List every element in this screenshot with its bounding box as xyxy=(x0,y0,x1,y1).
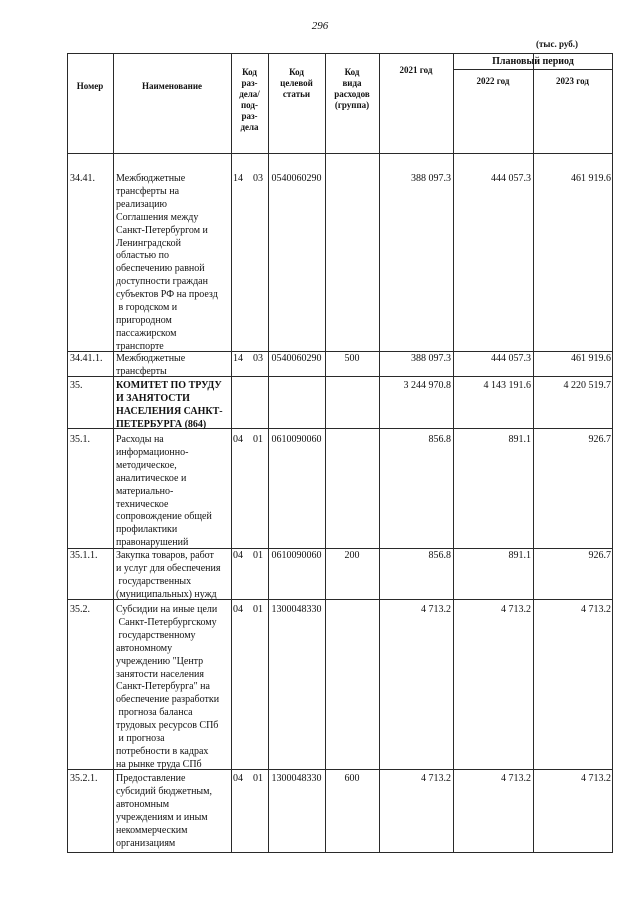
row-amount-2023: 4 220 519.7 xyxy=(563,380,611,391)
header-target: Код целевой статьи xyxy=(280,67,313,99)
row-rule xyxy=(67,852,613,853)
row-amount-2022: 444 057.3 xyxy=(491,173,531,184)
row-subsection: 01 xyxy=(253,434,263,445)
row-expense-kind: 500 xyxy=(344,353,360,364)
row-name: КОМИТЕТ ПО ТРУДУ И ЗАНЯТОСТИ НАСЕЛЕНИЯ САНКТ- ПЕТЕРБУРГА (864) xyxy=(116,380,223,430)
row-expense-kind: 600 xyxy=(344,773,360,784)
row-subsection: 03 xyxy=(253,173,263,184)
row-amount-2023: 461 919.6 xyxy=(571,173,611,184)
row-subsection: 01 xyxy=(253,604,263,615)
row-amount-2022: 444 057.3 xyxy=(491,353,531,364)
row-subsection: 01 xyxy=(253,550,263,561)
column-rule xyxy=(325,53,326,853)
row-name: Расходы на информационно- методическое, аналитическое и материально- техническое сопровождение общей профилактики правонарушений xyxy=(116,434,212,549)
row-expense-kind: 200 xyxy=(344,550,360,561)
row-section: 14 xyxy=(233,173,243,184)
header-expense-kind: Код вида расходов (группа) xyxy=(334,67,370,110)
row-name: Межбюджетные трансферты на реализацию Соглашения между Санкт-Петербургом и Ленинградской областью по обеспечению равной доступности граждан субъектов РФ на проезд в городском и пригородном пассажирском транспорте xyxy=(116,173,218,352)
row-number: 35.2.1. xyxy=(70,773,98,784)
row-amount-2021: 3 244 970.8 xyxy=(403,380,451,391)
row-number: 35.1.1. xyxy=(70,550,98,561)
row-number: 35.2. xyxy=(70,604,90,615)
row-subsection: 03 xyxy=(253,353,263,364)
row-amount-2021: 388 097.3 xyxy=(411,353,451,364)
row-target: 0540060290 xyxy=(271,353,322,364)
row-section: 14 xyxy=(233,353,243,364)
budget-table xyxy=(67,53,613,853)
row-name: Закупка товаров, работ и услуг для обеспечения государственных (муниципальных) нужд xyxy=(116,550,221,600)
row-number: 34.41. xyxy=(70,173,95,184)
header-year-2022: 2022 год xyxy=(476,76,510,86)
header-section: Код раз- дела/ под- раз- дела xyxy=(239,67,260,132)
header-planning-period: Плановый период xyxy=(492,56,574,67)
row-target: 0540060290 xyxy=(271,173,322,184)
row-section: 04 xyxy=(233,434,243,445)
row-rule xyxy=(67,153,613,154)
row-target: 1300048330 xyxy=(271,773,322,784)
planning-period-rule xyxy=(453,69,613,70)
page-number: 296 xyxy=(311,20,329,32)
header-number: Номер xyxy=(76,81,104,91)
units-label: (тыс. руб.) xyxy=(536,39,578,49)
row-amount-2021: 4 713.2 xyxy=(421,773,451,784)
column-rule xyxy=(612,53,613,853)
row-subsection: 01 xyxy=(253,773,263,784)
row-amount-2021: 4 713.2 xyxy=(421,604,451,615)
row-name: Межбюджетные трансферты xyxy=(116,353,186,377)
row-section: 04 xyxy=(233,550,243,561)
row-section: 04 xyxy=(233,604,243,615)
row-amount-2022: 891.1 xyxy=(508,434,531,445)
row-amount-2023: 461 919.6 xyxy=(571,353,611,364)
row-target: 1300048330 xyxy=(271,604,322,615)
column-rule xyxy=(113,53,114,853)
header-year-2021: 2021 год xyxy=(399,65,433,75)
row-amount-2023: 926.7 xyxy=(588,434,611,445)
row-amount-2021: 388 097.3 xyxy=(411,173,451,184)
row-number: 35. xyxy=(70,380,83,391)
row-amount-2022: 4 143 191.6 xyxy=(483,380,531,391)
row-name: Предоставление субсидий бюджетным, автономным учреждениям и иным некоммерческим организациям xyxy=(116,773,212,849)
row-amount-2022: 891.1 xyxy=(508,550,531,561)
row-section: 04 xyxy=(233,773,243,784)
row-amount-2022: 4 713.2 xyxy=(501,773,531,784)
row-amount-2023: 926.7 xyxy=(588,550,611,561)
row-amount-2021: 856.8 xyxy=(428,550,451,561)
row-target: 0610090060 xyxy=(271,434,322,445)
row-name: Субсидии на иные цели Санкт-Петербургскому государственному автономному учреждению "Центр занятости населения Санкт-Петербурга" на обеспечение разработки прогноза баланса трудовых ресурсов СПб и прогноза потребности в кадрах на рынке труда СПб xyxy=(116,604,220,770)
row-target: 0610090060 xyxy=(271,550,322,561)
row-amount-2022: 4 713.2 xyxy=(501,604,531,615)
row-amount-2023: 4 713.2 xyxy=(581,773,611,784)
header-name: Наименование xyxy=(142,81,202,91)
row-amount-2023: 4 713.2 xyxy=(581,604,611,615)
row-number: 35.1. xyxy=(70,434,90,445)
row-number: 34.41.1. xyxy=(70,353,103,364)
row-rule xyxy=(67,53,613,54)
row-amount-2021: 856.8 xyxy=(428,434,451,445)
column-rule xyxy=(67,53,68,853)
header-year-2023: 2023 год xyxy=(556,76,589,86)
